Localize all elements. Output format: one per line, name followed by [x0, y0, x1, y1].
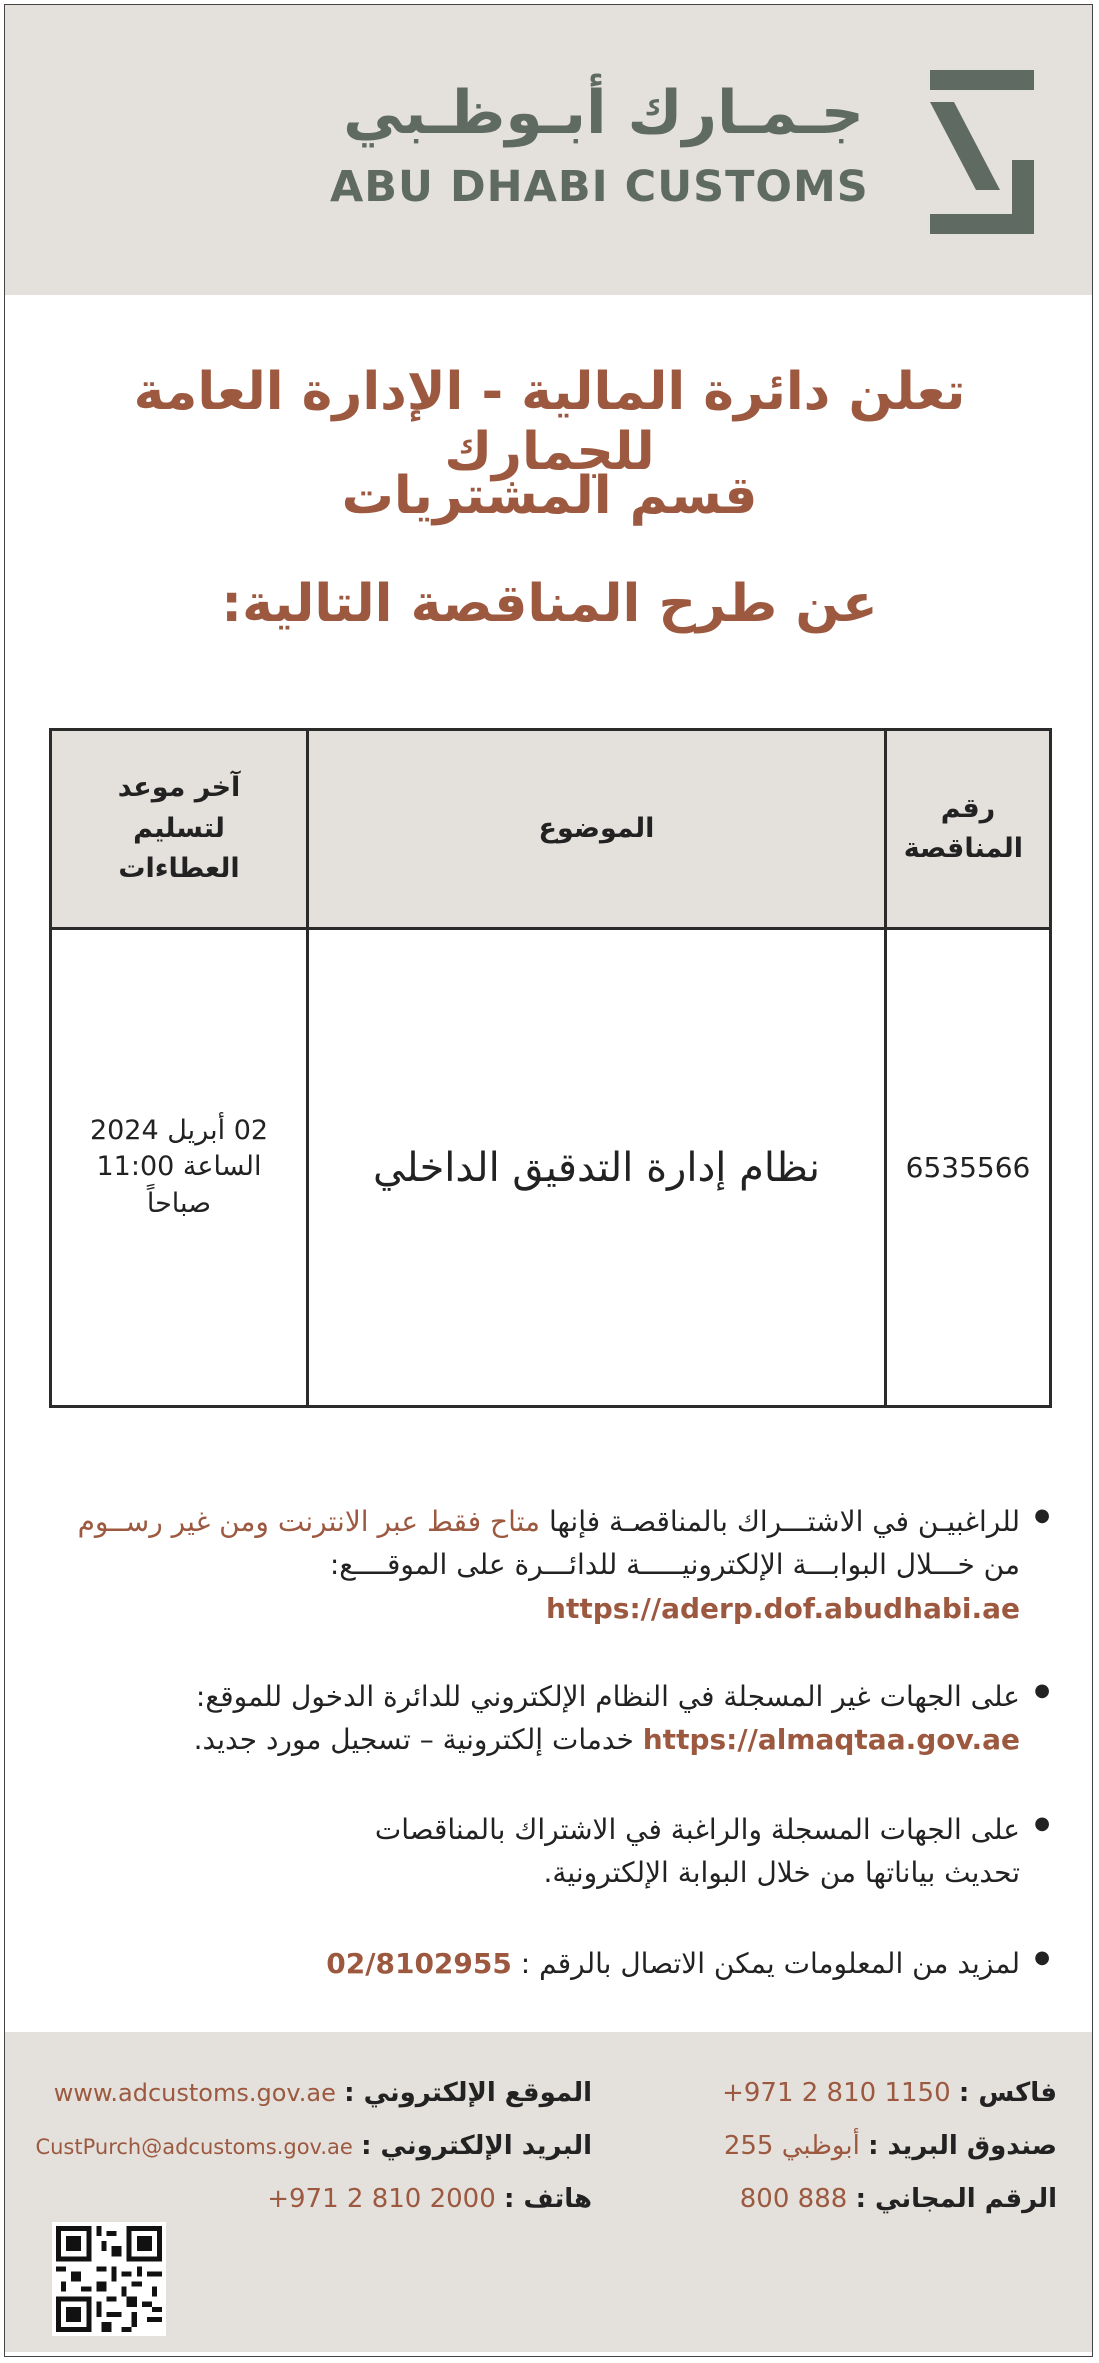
- phone-row: [267, 2184, 592, 2214]
- almaqtaa-link[interactable]: https://almaqtaa.gov.ae: [642, 1723, 1020, 1757]
- heading-line-2: قسم المشتريات: [341, 466, 758, 526]
- table-header-row: [51, 730, 1051, 929]
- fax-label: فاكس :: [958, 2078, 1057, 2108]
- email-row: [35, 2131, 592, 2161]
- header-banner: [5, 5, 1092, 295]
- heading-line-3: عن طرح المناقصة التالية:: [221, 574, 878, 634]
- pobox-row: [724, 2131, 1057, 2161]
- website-link[interactable]: www.adcustoms.gov.ae: [53, 2079, 336, 2107]
- cell-tender-number: 6535566: [886, 929, 1051, 1407]
- bullet-2: [60, 1675, 1050, 1762]
- deadline-time: الساعة 11:00: [96, 1151, 262, 1183]
- pobox-label: صندوق البريد :: [868, 2131, 1057, 2161]
- logo-text-english: ABU DHABI CUSTOMS: [330, 162, 869, 212]
- tollfree-value: 800 888: [739, 2184, 848, 2214]
- abu-dhabi-customs-logo-icon: [930, 70, 1034, 234]
- website-row: [54, 2078, 592, 2108]
- header-tender-number: رقم المناقصة: [886, 730, 1051, 929]
- bullet-2-text-2: خدمات إلكترونية – تسجيل مورد جديد.: [193, 1723, 643, 1757]
- header-deadline: آخر موعد لتسليم العطاءات: [51, 730, 308, 929]
- bullet-1-text-2: من خـــلال البوابـــة الإلكترونيـــــة للدائـــرة على الموقــــع:: [329, 1548, 1020, 1582]
- bullet-4-text: لمزيد من المعلومات يمكن الاتصال بالرقم :: [511, 1947, 1020, 1980]
- cell-subject: نظام إدارة التدقيق الداخلي: [308, 929, 886, 1407]
- website-label: الموقع الإلكتروني :: [344, 2078, 592, 2108]
- deadline-date: 02 أبريل 2024: [89, 1114, 269, 1146]
- phone-label: هاتف :: [504, 2184, 592, 2214]
- pobox-value: أبوظبي 255: [723, 2131, 860, 2161]
- fax-value: +971 2 810 1150: [722, 2078, 951, 2108]
- tollfree-label: الرقم المجاني :: [855, 2184, 1057, 2214]
- cell-deadline: [51, 929, 308, 1407]
- bullet-1-text: للراغبيـن في الاشتـــراك بالمناقصـة فإنها: [540, 1505, 1020, 1538]
- tollfree-row: [740, 2184, 1057, 2214]
- qr-code-icon[interactable]: [52, 2222, 166, 2336]
- bullet-1-accent: متاح فقط عبر الانترنت ومن غير رســوم: [77, 1505, 541, 1538]
- header-subject: الموضوع: [308, 730, 886, 929]
- table-row: [51, 929, 1051, 1407]
- fax-row: [722, 2078, 1057, 2108]
- bullet-4: [60, 1942, 1050, 1985]
- bullet-1: [60, 1500, 1050, 1630]
- bullet-2-text: على الجهات غير المسجلة في النظام الإلكتروني للدائرة الدخول للموقع:: [195, 1680, 1020, 1713]
- bullet-3: [60, 1808, 1050, 1895]
- deadline-period: صباحاً: [146, 1187, 212, 1219]
- bullet-3-text: على الجهات المسجلة والراغبة في الاشتراك بالمناقصات تحديث بياناتها من خلال البوابة الإلكترونية.: [374, 1813, 1020, 1890]
- phone-value: +971 2 810 2000: [267, 2184, 496, 2214]
- email-label: البريد الإلكتروني :: [361, 2131, 592, 2161]
- heading-line-1: تعلن دائرة المالية - الإدارة العامة للجمارك: [133, 362, 966, 482]
- aderp-link[interactable]: https://aderp.dof.abudhabi.ae: [546, 1591, 1020, 1625]
- info-phone-number: 02/8102955: [326, 1947, 512, 1980]
- tender-table: [49, 728, 1052, 1408]
- logo-text-arabic: جـمـارك أبـوظـبي: [343, 78, 864, 148]
- email-link[interactable]: CustPurch@adcustoms.gov.ae: [35, 2135, 353, 2159]
